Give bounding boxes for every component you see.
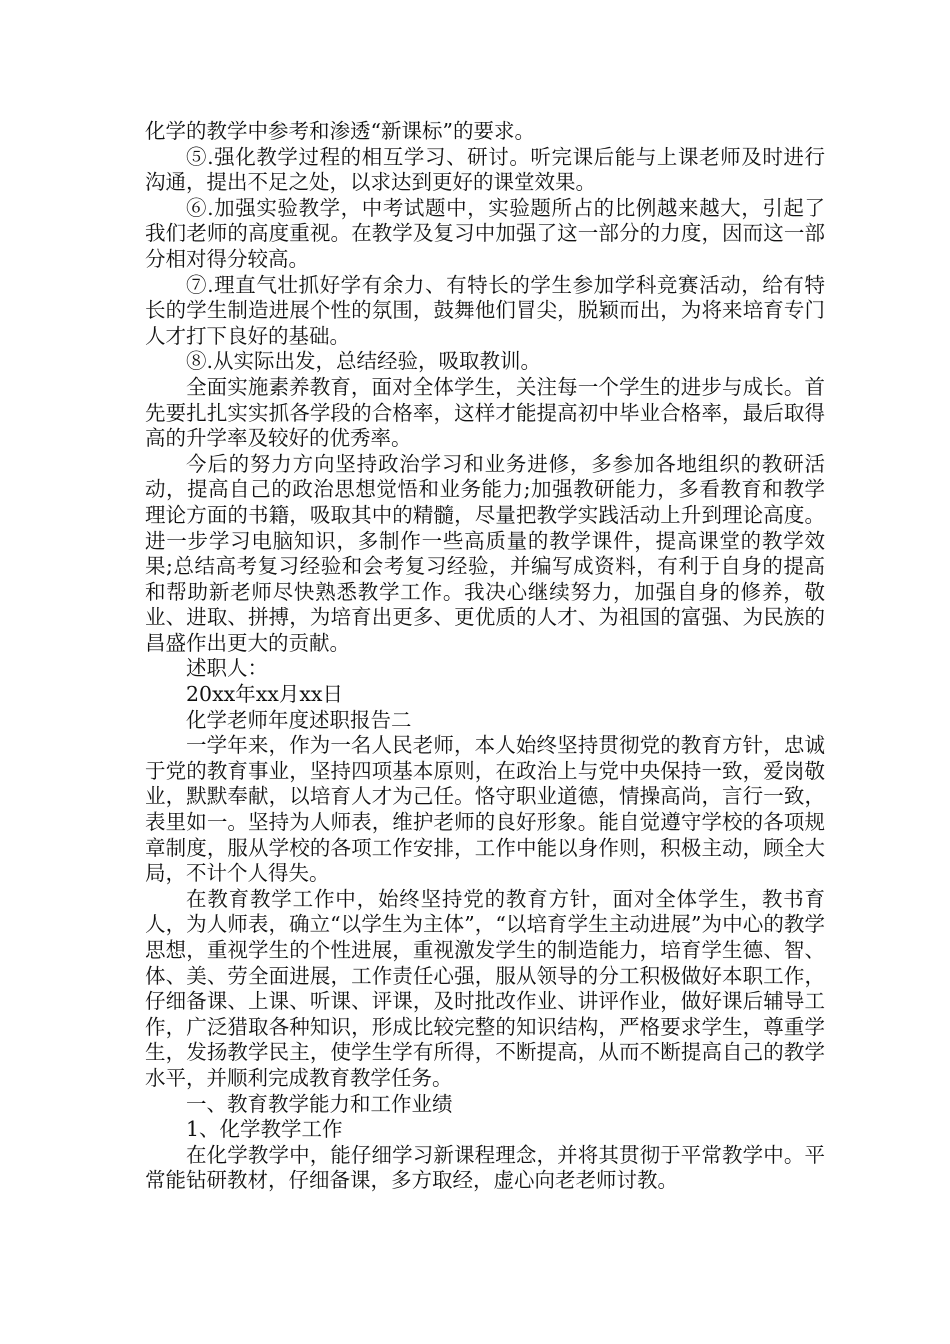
paragraph-3: ⑥.加强实验教学，中考试题中，实验题所占的比例越来越大，引起了我们老师的高度重视。在教学及复习中加强了这一部分的力度，因而这一部分相对得分较高。 bbox=[145, 195, 825, 271]
document-body bbox=[145, 119, 825, 1194]
paragraph-1: 化学的教学中参考和渗透“新课标”的要求。 bbox=[145, 119, 535, 143]
paragraph-15: 在化学教学中，能仔细学习新课程理念，并将其贯彻于平常教学中。平常能钻研教材，仔细备课，多方取经，虚心向老老师讨教。 bbox=[145, 1142, 825, 1193]
date-line: 20xx年xx月xx日 bbox=[186, 682, 343, 707]
paragraph-7: 今后的努力方向坚持政治学习和业务进修，多参加各地组织的教研活动，提高自己的政治思想觉悟和业务能力;加强教研能力，多看教育和教学理论方面的书籍，吸取其中的精髓，尽量把教学实践活动上升到理论高度。进一步学习电脑知识，多制作一些高质量的教学课件，提高课堂的教学效果;总结高考复习经验和会考复习经验，并编写成资料，有利于自身的提高和帮助新老师尽快熟悉教学工作。我决心继续努力，加强自身的修养，敬业、进取、拼搏，为培育出更多、更优质的人才、为祖国的富强、为民族的昌盛作出更大的贡献。 bbox=[145, 451, 825, 655]
paragraph-6: 全面实施素养教育，面对全体学生，关注每一个学生的进步与成长。首先要扎扎实实抓各学段的合格率，这样才能提高初中毕业合格率，最后取得高的升学率及较好的优秀率。 bbox=[145, 374, 825, 451]
paragraph-4: ⑦.理直气壮抓好学有余力、有特长的学生参加学科竞赛活动，给有特长的学生制造进展个性的氛围，鼓舞他们冒尖，脱颖而出，为将来培育专门人才打下良好的基础。 bbox=[145, 272, 825, 348]
heading-1: 一、教育教学能力和工作业绩 bbox=[186, 1091, 453, 1116]
section-title: 化学老师年度述职报告二 bbox=[186, 707, 412, 732]
paragraph-2: ⑤.强化教学过程的相互学习、研讨。听完课后能与上课老师及时进行沟通，提出不足之处，以求达到更好的课堂效果。 bbox=[145, 144, 825, 195]
paragraph-12: 在教育教学工作中，始终坚持党的教育方针，面对全体学生，教书育人，为人师表，确立“以学生为主体”，“以培育学生主动进展”为中心的教学思想，重视学生的个性进展，重视激发学生的制造能力，培育学生德、智、体、美、劳全面进展，工作责任心强，服从领导的分工积极做好本职工作，仔细备课、上课、听课、评课，及时批改作业、讲评作业，做好课后辅导工作，广泛猎取各种知识，形成比较完整的知识结构，严格要求学生，尊重学生，发扬教学民主，使学生学有所得，不断提高，从而不断提高自己的教学水平，并顺利完成教育教学任务。 bbox=[145, 886, 825, 1090]
paragraph-5: ⑧.从实际出发，总结经验，吸取教训。 bbox=[186, 349, 542, 374]
subheading-1: 1、化学教学工作 bbox=[186, 1117, 343, 1142]
signature-label: 述职人： bbox=[186, 656, 268, 681]
paragraph-11: 一学年来，作为一名人民老师，本人始终坚持贯彻党的教育方针，忠诚于党的教育事业，坚持四项基本原则，在政治上与党中央保持一致，爱岗敬业，默默奉献，以培育人才为己任。恪守职业道德，情操高尚，言行一致，表里如一。坚持为人师表，维护老师的良好形象。能自觉遵守学校的各项规章制度，服从学校的各项工作安排，工作中能以身作则，积极主动，顾全大局，不计个人得失。 bbox=[145, 733, 825, 886]
